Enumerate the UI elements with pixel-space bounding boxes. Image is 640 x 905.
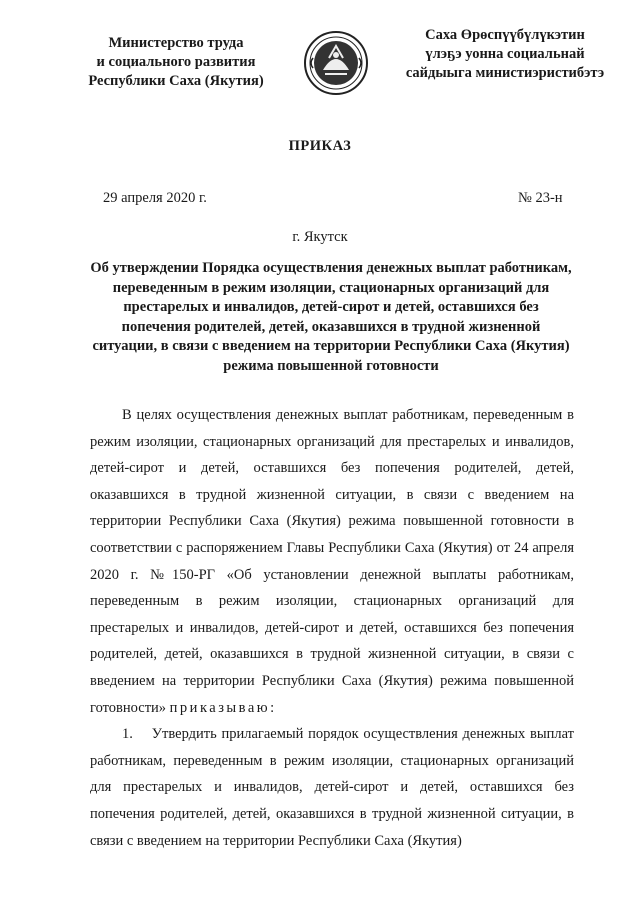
document-title: ПРИКАЗ: [288, 138, 352, 154]
document-body: [90, 402, 578, 854]
ministry-name-line: Министерство труда: [108, 35, 244, 51]
ministry-name-line: сайдыыга министиэристибэтэ: [405, 65, 605, 81]
ministry-name-line: үлэҕэ уонна социальнай: [425, 46, 585, 62]
issue-city: г. Якутск: [292, 229, 348, 245]
preamble-text: В целях осуществления денежных выплат работникам, переведенным в режим изоляции, стационарных организаций для престарелых и инвалидов, детей-сирот и детей, оставшихся без попечения родителей, детей, оказавшихся в трудной жизненной ситуации, в связи с введением на территории Республики Саха (Якутия) режима повышенной готовности в соответствии с распоряжением Главы Республики Саха (Якутия) от 24 апреля 2020 г. №150-РГ «Об установлении денежной выплаты работникам, переведенным в режим изоляции, стационарных организаций для престарелых и инвалидов, детей-сирот и детей, оставшихся без попечения родителей, детей, оказавшихся в трудной жизненной ситуации, в связи с введением на территории Республики Саха (Якутия) режима повышенной готовности»: [90, 407, 574, 716]
ministry-name-russian: [66, 34, 286, 91]
ministry-name-sakha: [392, 26, 618, 83]
clause-1-paragraph: 1. Утвердить прилагаемый порядок осуществления денежных выплат работникам, переведенным в режим изоляции, стационарных организаций для престарелых и инвалидов, детей-сирот и детей, оставшихся без попечения родителей, детей, оказавшихся в трудной жизненной ситуации, в связи с введением на территории Республики Саха (Якутия): [90, 726, 578, 849]
preamble-paragraph: [90, 402, 574, 721]
letterhead: [0, 26, 640, 106]
order-subject: Об утверждении Порядка осуществления денежных выплат работникам, переведенным в режим изоляции, стационарных организаций для престарелых и инвалидов, детей-сирот и детей, оставшихся без попечения родителей, детей, оказавшихся в трудной жизненной ситуации, в связи с введением на территории Республики Саха (Якутия) режима повышенной готовности: [90, 260, 572, 374]
order-date: 29 апреля 2020 г.: [103, 190, 207, 206]
republic-emblem-icon: [303, 28, 369, 98]
ministry-name-line: и социального развития: [96, 54, 256, 70]
order-number: № 23-н: [518, 190, 563, 206]
ministry-name-line: Саха Өрөспүүбүлүкэтин: [425, 27, 585, 43]
ministry-name-line: Республики Саха (Якутия): [88, 73, 264, 89]
order-word: приказываю:: [169, 699, 277, 716]
